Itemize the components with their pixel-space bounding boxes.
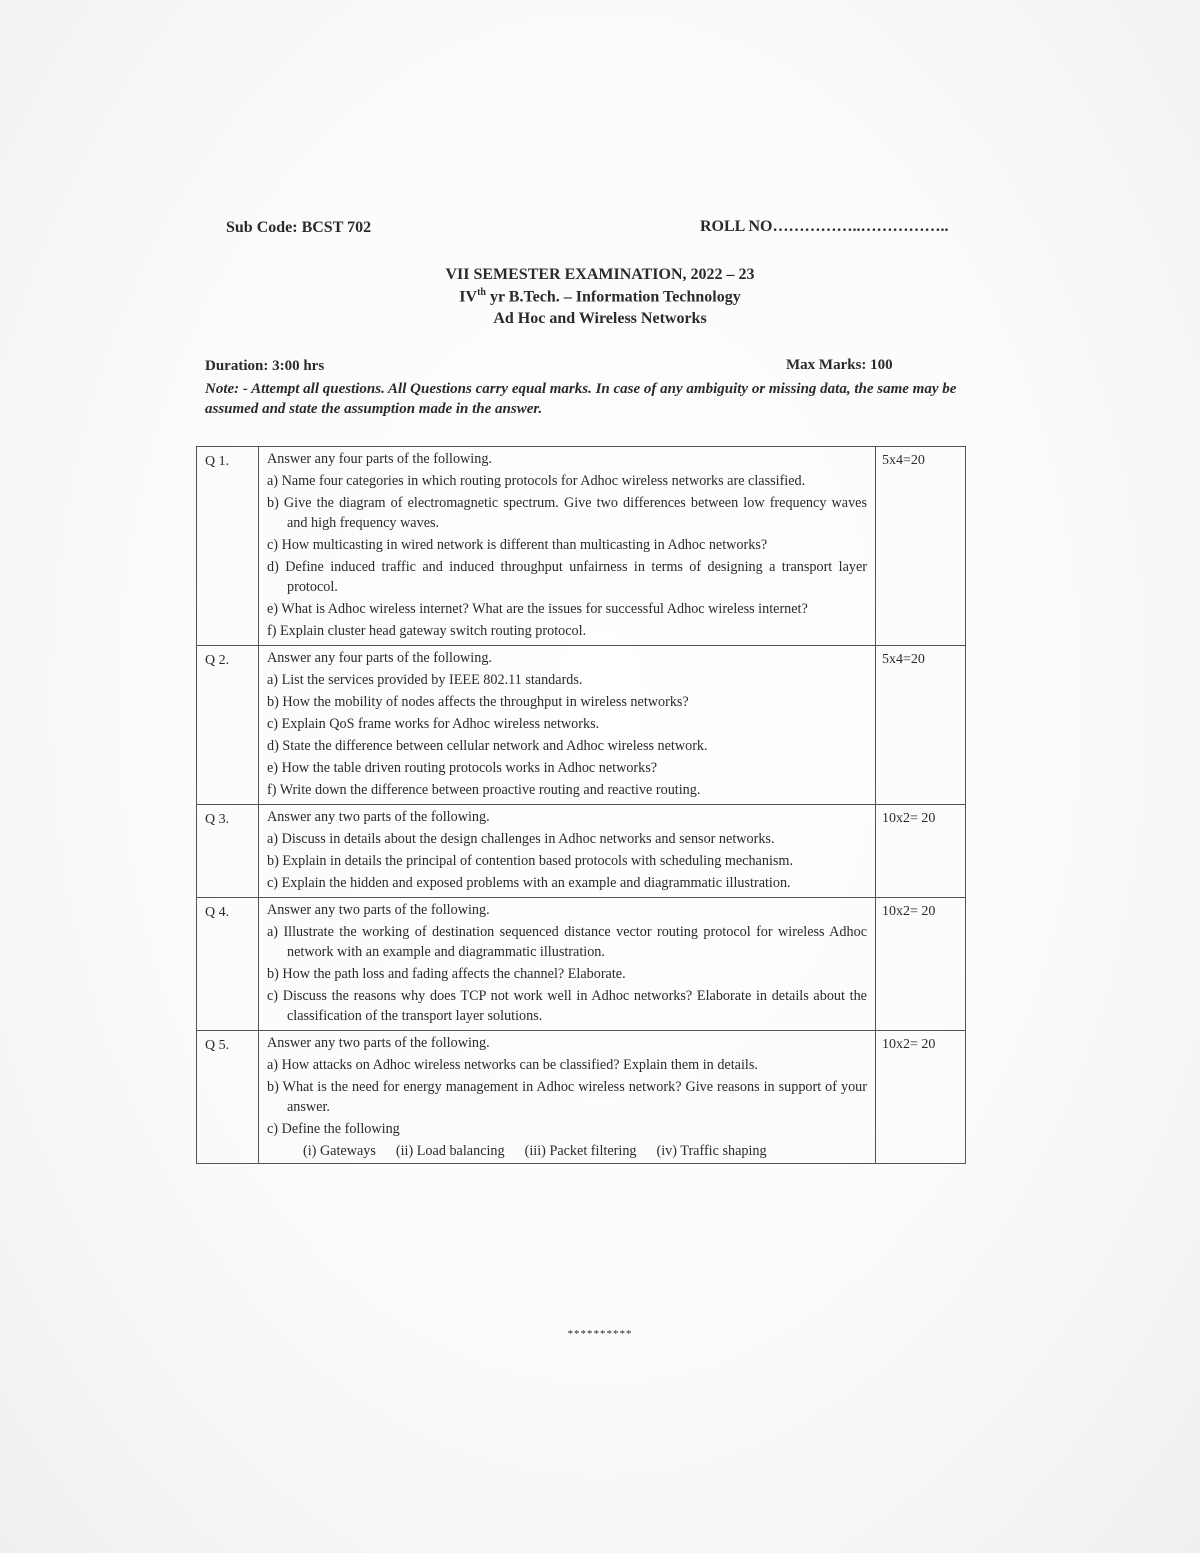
roll-number-field: ROLL NO……………..……………..: [700, 218, 949, 235]
question-body: [259, 898, 876, 1031]
question-instruction: Answer any two parts of the following.: [267, 902, 490, 918]
end-marker: **********: [567, 1328, 633, 1340]
question-part: b) Explain in details the principal of contention based protocols with scheduling mechanism.: [267, 853, 793, 869]
question-number: Q 5.: [197, 1031, 259, 1164]
question-part: c) Explain QoS frame works for Adhoc wireless networks.: [267, 716, 600, 732]
question-part: b) How the mobility of nodes affects the throughput in wireless networks?: [267, 694, 689, 710]
question-part: b) Give the diagram of electromagnetic spectrum. Give two differences between low frequency waves and high frequency waves.: [267, 495, 867, 531]
sub-code: Sub Code: BCST 702: [226, 219, 372, 236]
question-marks: 10x2= 20: [876, 898, 966, 1031]
question-part: c) Discuss the reasons why does TCP not work well in Adhoc networks? Elaborate in details about the classification of the transport layer solutions.: [267, 988, 867, 1024]
question-part: e) How the table driven routing protocols works in Adhoc networks?: [267, 760, 658, 776]
question-part: d) State the difference between cellular network and Adhoc wireless network.: [267, 738, 708, 754]
question-instruction: Answer any two parts of the following.: [267, 1035, 490, 1051]
definition-term: (i) Gateways: [303, 1143, 376, 1159]
question-marks: 10x2= 20: [876, 1031, 966, 1164]
max-marks: Max Marks: 100: [786, 357, 893, 373]
question-row: [197, 805, 966, 898]
question-part: c) How multicasting in wired network is different than multicasting in Adhoc networks?: [267, 537, 768, 553]
question-number: Q 3.: [197, 805, 259, 898]
question-number: Q 2.: [197, 646, 259, 805]
question-body: [259, 805, 876, 898]
questions-table: [196, 446, 966, 1164]
definition-term: (iv) Traffic shaping: [656, 1143, 767, 1159]
question-marks: 5x4=20: [876, 447, 966, 646]
question-part: c) Explain the hidden and exposed problems with an example and diagrammatic illustration.: [267, 875, 791, 891]
question-part: a) Discuss in details about the design challenges in Adhoc networks and sensor networks.: [267, 831, 775, 847]
question-part: a) List the services provided by IEEE 802.11 standards.: [267, 672, 583, 688]
program-superscript: th: [477, 287, 486, 298]
question-body: [259, 1031, 876, 1164]
question-number: Q 1.: [197, 447, 259, 646]
question-row: [197, 447, 966, 646]
program-rest: yr B.Tech. – Information Technology: [485, 288, 741, 306]
question-row: [197, 1031, 966, 1164]
question-part: f) Write down the difference between proactive routing and reactive routing.: [267, 782, 701, 798]
question-part: f) Explain cluster head gateway switch routing protocol.: [267, 623, 587, 639]
question-part: d) Define induced traffic and induced throughput unfairness in terms of designing a transport layer protocol.: [267, 559, 867, 595]
question-instruction: Answer any four parts of the following.: [267, 650, 492, 666]
question-body: [259, 646, 876, 805]
question-number: Q 4.: [197, 898, 259, 1031]
question-part: e) What is Adhoc wireless internet? What are the issues for successful Adhoc wireless internet?: [267, 601, 808, 617]
question-instruction: Answer any two parts of the following.: [267, 809, 490, 825]
definition-term: (iii) Packet filtering: [524, 1143, 637, 1159]
question-row: [197, 898, 966, 1031]
question-part: a) How attacks on Adhoc wireless networks can be classified? Explain them in details.: [267, 1057, 758, 1073]
question-marks: 5x4=20: [876, 646, 966, 805]
question-instruction: Answer any four parts of the following.: [267, 451, 492, 467]
exam-title: VII SEMESTER EXAMINATION, 2022 – 23: [445, 266, 755, 283]
questions-table-body: [197, 447, 966, 1164]
question-part: a) Name four categories in which routing protocols for Adhoc wireless networks are classified.: [267, 473, 806, 489]
program-line: [0, 287, 1200, 306]
duration: Duration: 3:00 hrs: [205, 358, 325, 374]
program-prefix: IV: [459, 288, 478, 306]
question-part: a) Illustrate the working of destination sequenced distance vector routing protocol for wireless Adhoc network with an example and diagrammatic illustration.: [267, 924, 867, 960]
question-part: c) Define the following: [267, 1121, 400, 1137]
question-row: [197, 646, 966, 805]
definition-term: (ii) Load balancing: [395, 1143, 505, 1159]
definition-terms: [267, 1141, 867, 1161]
question-part: b) What is the need for energy management in Adhoc wireless network? Give reasons in support of your answer.: [267, 1079, 867, 1115]
question-part: b) How the path loss and fading affects the channel? Elaborate.: [267, 966, 626, 982]
subject-title: Ad Hoc and Wireless Networks: [493, 310, 707, 327]
instructions-note: Note: - Attempt all questions. All Questions carry equal marks. In case of any ambiguity or missing data, the same may be assumed and state the assumption made in the answer.: [205, 381, 957, 417]
question-marks: 10x2= 20: [876, 805, 966, 898]
question-body: [259, 447, 876, 646]
